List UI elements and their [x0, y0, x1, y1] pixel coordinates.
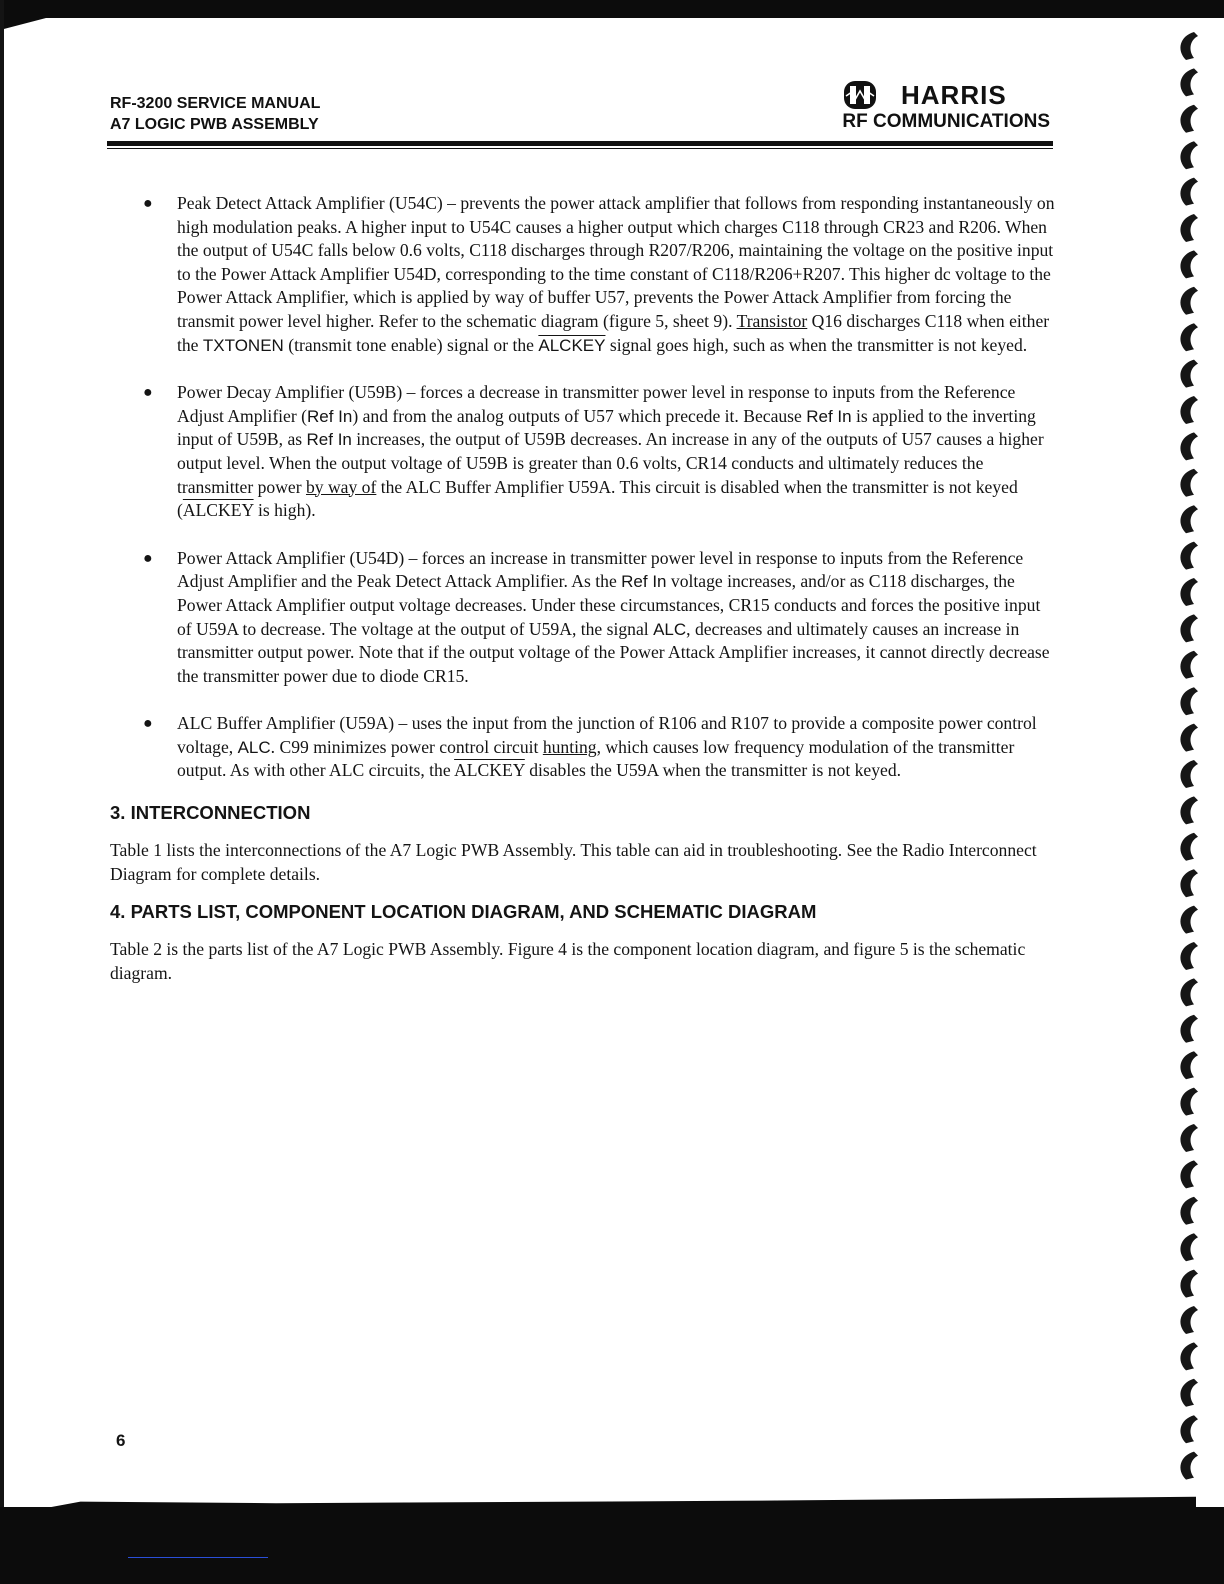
binding-coil: [1180, 287, 1198, 315]
text-run: Peak Detect Attack Amplifier (U54C) – prevents the power attack amplifier that follows from responding instantaneously on high modulation peaks. A higher input to U54C causes a higher output which charges C118 through CR23 and R206. When the output of U54C falls below 0.6 volts, C118 discharges through R207/R206, maintaining the voltage on the positive input to the Power Attack Amplifier U54D, corresponding to the time constant of C118/R206+R207. This higher dc voltage to the Power Attack Amplifier, which is applied by way of buffer U57, prevents the Power Attack Amplifier from forcing the transmit power level higher. Refer to the schematic diagram (figure 5, sheet 9).: [177, 193, 1055, 331]
page-content: [110, 192, 1055, 985]
text-run: is applied to the inverting input of U59B, as: [177, 405, 1036, 450]
binding-coil: [1180, 1015, 1198, 1043]
bullet-dot: ●: [143, 549, 153, 567]
binding-coil: [1180, 396, 1198, 424]
scan-border-bottom-edge: [46, 1492, 1196, 1508]
binding-coil: [1180, 1342, 1198, 1370]
parts-list-paragraph: Table 2 is the parts list of the A7 Logic PWB Assembly. Figure 4 is the component location diagram, and figure 5 is the schematic diagram.: [110, 939, 1026, 983]
text-run: disables the U59A when the transmitter is not keyed.: [524, 760, 902, 781]
binding-coil: [1180, 250, 1198, 278]
text-run: ALCKEY: [454, 760, 525, 781]
binding-coil: [1180, 942, 1198, 970]
binding-coil: [1180, 214, 1198, 242]
binding-coil: [1180, 1306, 1198, 1334]
binding-coil: [1180, 323, 1198, 351]
bullet-dot: ●: [143, 715, 153, 733]
text-run: Ref In: [306, 430, 352, 450]
binding-coil: [1180, 505, 1198, 533]
manual-title: RF-3200 SERVICE MANUAL: [110, 95, 321, 112]
binding-coil: [1180, 1160, 1198, 1188]
binding-coil: [1180, 1452, 1198, 1480]
binding-coil: [1180, 141, 1198, 169]
text-run: Transistor: [736, 310, 808, 331]
division-name: RF COMMUNICATIONS: [842, 111, 1050, 132]
bullet-text: [177, 382, 1044, 520]
scan-corner: [0, 18, 46, 30]
binding-coil: [1180, 432, 1198, 460]
section-title: A7 LOGIC PWB ASSEMBLY: [110, 116, 319, 133]
binding-coil: [1180, 833, 1198, 861]
bullet-alc-buffer: [110, 712, 1055, 783]
binding-coil: [1180, 651, 1198, 679]
section-heading-parts-list: 4. PARTS LIST, COMPONENT LOCATION DIAGRAM, AND SCHEMATIC DIAGRAM: [110, 901, 817, 923]
binding-coil: [1180, 360, 1198, 388]
text-run: hunting: [542, 736, 597, 757]
binding-coil: [1180, 906, 1198, 934]
bullet-peak-detect: [110, 192, 1055, 357]
binding-coil: [1180, 1379, 1198, 1407]
text-run: is high).: [253, 500, 316, 521]
text-run: ALC: [237, 737, 271, 757]
page-number: 6: [116, 1431, 126, 1450]
text-run: increases, the output of U59B decreases. An increase in any of the outputs of U57 causes a higher output level. When the output voltage of U59B is greater than 0.6 volts, CR14 conducts and ultimately reduces the transmitter power: [177, 429, 1044, 497]
binding-coil: [1180, 614, 1198, 642]
text-run: ALCKEY: [182, 500, 254, 521]
binding-coil: [1180, 1270, 1198, 1298]
binding-coil: [1180, 1124, 1198, 1152]
bullet-power-attack: [110, 547, 1055, 689]
text-run: voltage increases, and/or as C118 discharges, the Power Attack Amplifier output voltage decreases. Under these circumstances, CR15 conducts and forces the positive input of U59A to decrease. The voltage at the output of U59A, the signal: [177, 571, 1041, 639]
scan-artifact-line: [128, 1557, 268, 1558]
binding-coil: [1180, 978, 1198, 1006]
binding-coil: [1180, 724, 1198, 752]
text-run: TXTONEN: [202, 335, 284, 355]
binding-coil: [1180, 760, 1198, 788]
binding-coil: [1180, 105, 1198, 133]
scan-border-bottom: [0, 1507, 1224, 1584]
scan-border-left: [0, 0, 4, 1584]
text-run: Q16 discharges C118 when either the: [177, 310, 1050, 355]
binding-coil: [1180, 1088, 1198, 1116]
header-rule-thin: [107, 148, 1053, 149]
binding-coil: [1180, 687, 1198, 715]
text-run: the ALC Buffer Amplifier U59A. This circuit is disabled when the transmitter is not keyed (: [177, 476, 1018, 521]
text-run: (transmit tone enable) signal or the: [283, 334, 539, 355]
bullet-dot: ●: [143, 384, 153, 402]
text-run: ) and from the analog outputs of U57 which precede it. Because: [352, 405, 807, 426]
text-run: Ref In: [621, 572, 667, 592]
bullet-power-decay: [110, 381, 1055, 523]
text-run: ALCKEY: [538, 335, 606, 355]
text-run: Ref In: [806, 406, 852, 426]
binding-coil: [1180, 542, 1198, 570]
bullet-text: [177, 713, 1037, 780]
text-run: ALC Buffer Amplifier (U59A) – uses the input from the junction of R106 and R107 to provide a composite power control voltage,: [177, 713, 1037, 757]
binding-coil: [1180, 1415, 1198, 1443]
text-run: , which causes low frequency modulation of the transmitter output. As with other ALC circuits, the: [177, 736, 1015, 781]
binding-coil: [1180, 32, 1198, 60]
binding-coil: [1180, 178, 1198, 206]
text-run: Ref In: [307, 406, 353, 426]
harris-logo: [843, 80, 1053, 110]
binding-coil: [1180, 869, 1198, 897]
harris-logo-icon: [843, 80, 877, 110]
spiral-binding: [1150, 18, 1220, 1508]
interconnection-paragraph: Table 1 lists the interconnections of the A7 Logic PWB Assembly. This table can aid in troubleshooting. See the Radio Interconnect Diagram for complete details.: [110, 840, 1037, 884]
binding-coil: [1180, 469, 1198, 497]
binding-coil: [1180, 1233, 1198, 1261]
header-rule: [107, 141, 1053, 146]
text-run: ALC: [653, 619, 687, 639]
binding-coil: [1180, 1197, 1198, 1225]
text-run: signal goes high, such as when the transmitter is not keyed.: [605, 334, 1028, 355]
document-header: [110, 93, 320, 135]
binding-coil: [1180, 578, 1198, 606]
binding-coil: [1180, 1051, 1198, 1079]
text-run: Power Attack Amplifier (U54D) – forces an increase in transmitter power level in response to inputs from the Reference Adjust Amplifier and the Peak Detect Attack Amplifier. As the: [177, 547, 1024, 592]
scan-border-top: [0, 0, 1224, 18]
brand-name: HARRIS: [901, 80, 1007, 110]
binding-coil: [1180, 68, 1198, 96]
binding-coil: [1180, 796, 1198, 824]
section-heading-interconnection: 3. INTERCONNECTION: [110, 802, 311, 824]
text-run: by way of: [305, 476, 377, 497]
text-run: Power Decay Amplifier (U59B) – forces a decrease in transmitter power level in response to inputs from the Reference Adjust Amplifier (: [177, 382, 1016, 426]
text-run: , decreases and ultimately causes an increase in transmitter output power. Note that if the output voltage of the Power Attack Amplifier increases, it cannot directly decrease the transmitter power due to diode CR15.: [177, 618, 1050, 686]
bullet-text: [177, 548, 1050, 686]
bullet-dot: ●: [143, 195, 153, 212]
bullet-text: [177, 193, 1055, 355]
text-run: . C99 minimizes power control circuit: [270, 736, 543, 757]
